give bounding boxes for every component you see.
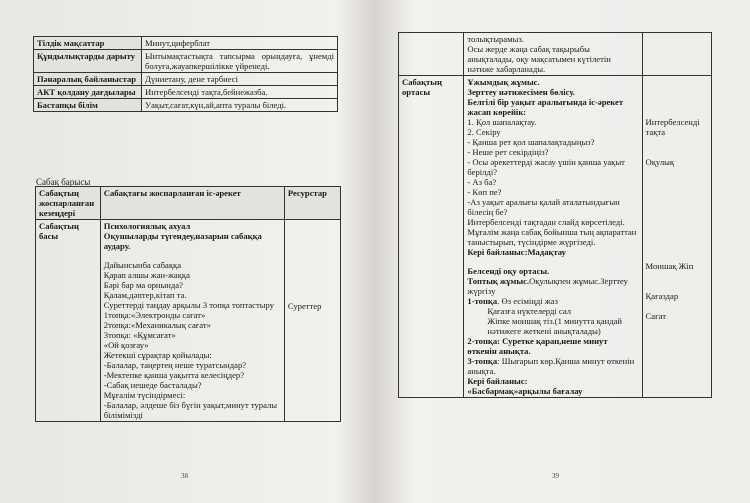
stage-cell-empty [399, 33, 464, 76]
task3-label: 3-топқа [467, 356, 498, 366]
text-line: -Балалар, әлдеше біз бүгін уақыт,минут туралы білімімізді [103, 400, 278, 420]
resource-cell-empty [642, 33, 711, 76]
stage-cell-middle: Сабақтың ортасы [399, 76, 464, 398]
text-line: Мұғалім жаңа сабақ бойынша тың ақпараттан таныстырып, түсіндірме жүргізеді. [467, 227, 637, 247]
bold-line-2: Зерттеу нәтижесімен бөлісу. [467, 87, 575, 97]
objective-label: Бастапқы білім [34, 99, 142, 112]
text-line: Мұғалім түсіндірмесі: [103, 390, 186, 400]
task1-text: . Өз есіміңді жаз [497, 296, 558, 306]
feedback-2b: «Басбармақ»арқылы бағалау [467, 386, 583, 396]
continuation-cell [464, 33, 642, 76]
resource-text: Суреттер [287, 301, 322, 311]
text-line: 2. Секіру [467, 127, 501, 137]
activity-lines [104, 260, 281, 420]
task1-line-2: Жіпке моншақ тіз.(1 минутта қандай нәтижеге жеткені анықталады) [487, 316, 622, 336]
right-plan-table [398, 32, 712, 398]
resources-cell-middle [642, 76, 711, 398]
resource-cell [284, 220, 340, 422]
objective-value: Интербелсенді тақта,бейнежазба. [142, 86, 338, 99]
activity-cell [100, 220, 284, 422]
objective-label: Құндылықтарды дарыту [34, 50, 142, 73]
feedback-2: Кері байланыс: [467, 376, 528, 386]
text-line: Қарап алшы жан-жаққа [103, 270, 190, 280]
objective-row [34, 50, 338, 73]
bold-line-1: Ұжымдық жұмыс. [467, 77, 540, 87]
text-line: 3топқа: «Құмсағат» [103, 330, 176, 340]
group-work-text: Оқулықпен жұмыс.Зерттеу жүргізу [467, 276, 628, 296]
plan-row-beginning [36, 220, 341, 422]
objective-row [34, 37, 338, 50]
feedback-1: Кері байланыс:Мадақтау [467, 247, 566, 257]
text-line: Интербелсенді тақтадан слайд көрсетіледі. [467, 217, 625, 227]
text-line: - Неше рет секірдіңіз? [467, 147, 549, 157]
plan-row-continuation [399, 33, 712, 76]
task2: 2-топқа: Суретке қарап,неше минут өткенін анықта. [467, 336, 608, 356]
objective-row [34, 86, 338, 99]
objective-value: Ынтымақтастықта тапсырма орындауға, ұнемді болуға,жауапкершілікке үйренеді. [142, 50, 338, 73]
plan-row-middle [399, 76, 712, 398]
group-work-label: Топтық жұмыс. [467, 276, 530, 286]
resource-3: Моншақ Жіп [645, 261, 694, 271]
stage-cell: Сабақтың басы [36, 220, 101, 422]
bold-line-3: Белгілі бір уақыт аралығында іс-әрекет жасап көрейік: [467, 97, 624, 117]
text-line: 1. Қол шапалақтау. [467, 117, 537, 127]
text-line: 2топқа:«Механикалық сағат» [103, 320, 211, 330]
resource-4: Қағаздар [645, 291, 679, 301]
text-line: -Балалар, таңертең неше туратсындар? [103, 360, 247, 370]
continuation-line-1: толықтырамыз. [467, 34, 524, 44]
activity-heading: Психологиялық ахуал [103, 221, 191, 231]
text-line: -Мектепке қанша уақытта келесіңдер? [103, 370, 245, 380]
text-line: - Аз ба? [467, 177, 497, 187]
objective-label: Тілдік мақсаттар [34, 37, 142, 50]
objective-row [34, 99, 338, 112]
middle-lines [467, 117, 638, 247]
header-stage: Сабақтың жоспарланған кезеңдері [36, 187, 101, 220]
activity-heading-2: Оқушыларды түгендеу,назарын сабаққа аудару. [103, 231, 262, 251]
text-line: Жетекші сұрақтар қойылады: [103, 350, 212, 360]
objective-label: АКТ қолдану дағдылары [34, 86, 142, 99]
resource-1: Интербелсенді тақта [645, 117, 700, 137]
objective-value: Уақыт,сағат,күн,ай,апта туралы біледі. [142, 99, 338, 112]
text-line: Суреттерді таңдау арқылы 3 топқа топтастыру [103, 300, 275, 310]
lesson-plan-table [35, 186, 341, 422]
resource-2: Оқулық [645, 157, 675, 167]
center-title: Белсенді оқу ортасы. [467, 266, 550, 276]
continuation-line-2: Осы жерде жаңа сабақ тақырыбы анықталады, оқу мақсатымен күтілетін нәтиже хабарланады. [467, 44, 611, 74]
text-line: «Ой қозғау» [103, 340, 149, 350]
text-line: Қалам,дәптер,кітап та. [103, 290, 187, 300]
text-line: Дайынсынба сабаққа [103, 260, 182, 270]
task3-text: : Шығарып көр.Қанша минут өткенін анықта. [467, 356, 635, 376]
page-number-left: 38 [181, 472, 188, 480]
header-resources: Ресурстар [284, 187, 340, 220]
objective-value: Дүниетану, дене тәрбиесі [142, 73, 338, 86]
resource-5: Сағат [645, 311, 666, 321]
activity-cell-middle [464, 76, 642, 398]
objective-value: Минут,циферблат [142, 37, 338, 50]
text-line: - Осы әрекеттерді жасау үшін қанша уақыт берілді? [467, 157, 625, 177]
text-line: -Сабақ нешеде басталады? [103, 380, 202, 390]
section-title: Сабақ барысы [36, 177, 91, 187]
objectives-table [33, 36, 338, 112]
plan-header-row [36, 187, 341, 220]
text-line: - Қанша рет қол шапалақтадыңыз? [467, 137, 595, 147]
text-line: 1топқа:«Электронды сағат» [103, 310, 206, 320]
objective-label: Пәнаралық байланыстар [34, 73, 142, 86]
page-number-right: 39 [552, 472, 559, 480]
objective-row [34, 73, 338, 86]
text-line: Бәрі бар ма орнында? [103, 280, 183, 290]
task1-line-1: Қағазға нүктелерді сал [487, 306, 571, 316]
text-line: -Аз уақыт аралығы қалай аталатындығын білесің бе? [467, 197, 620, 217]
text-line: - Көп пе? [467, 187, 502, 197]
task1-label: 1-топқа [467, 296, 498, 306]
header-activity: Сабақтағы жоспарланған іс-әрекет [100, 187, 284, 220]
